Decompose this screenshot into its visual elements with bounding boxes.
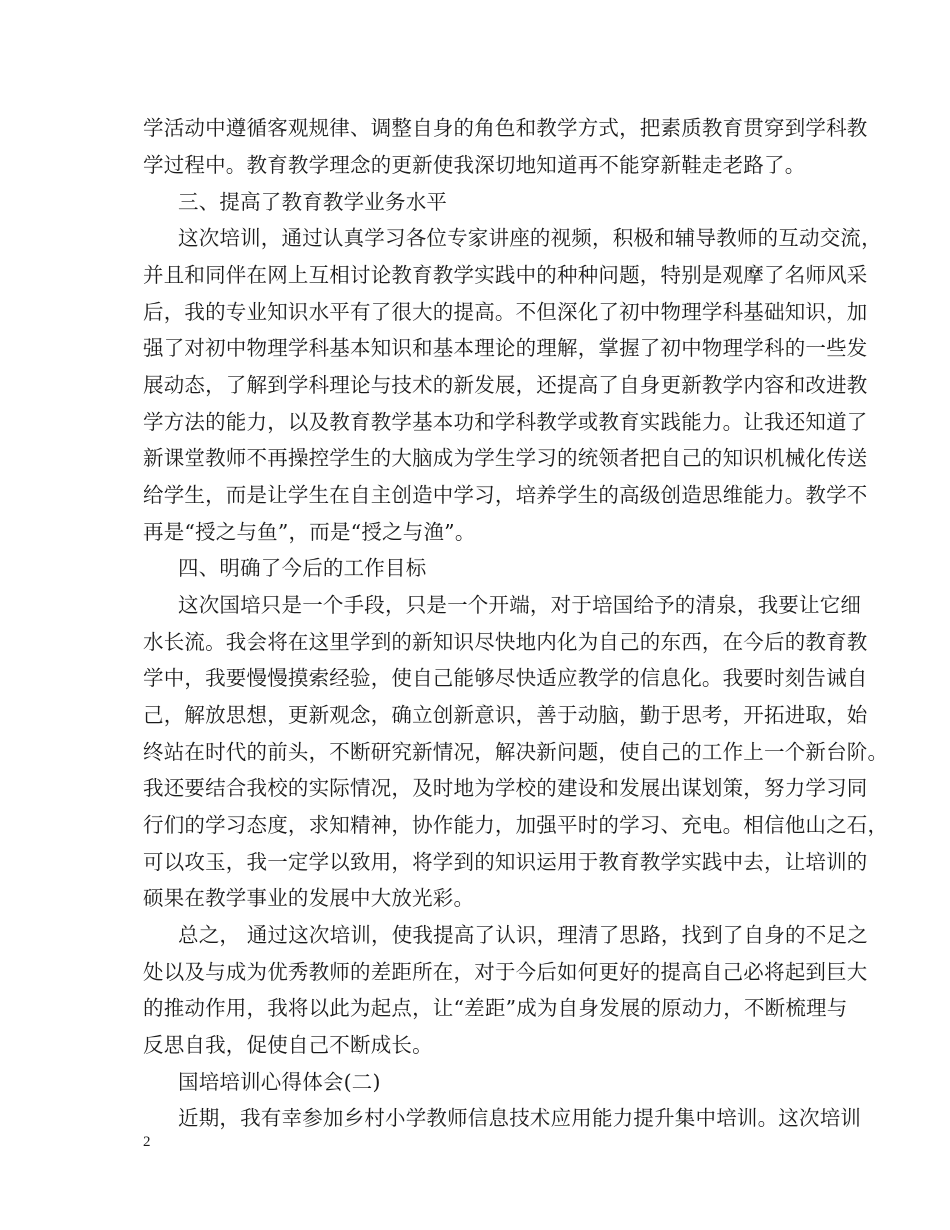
text-line: 强了对初中物理学科基本知识和基本理论的理解，掌握了初中物理学科的一些发	[143, 336, 868, 360]
section-heading: 四、明确了今后的工作目标	[178, 556, 427, 580]
text-line: 行们的学习态度，求知精神，协作能力，加强平时的学习、充电。相信他山之石，	[143, 813, 889, 837]
section-heading: 国培培训心得体会(二)	[178, 1070, 381, 1094]
text-line: 的推动作用，我将以此为起点，让“差距”成为自身发展的原动力，不断梳理与	[143, 996, 848, 1020]
text-line: 我还要结合我校的实际情况，及时地为学校的建设和发展出谋划策，努力学习同	[143, 776, 868, 800]
text-line: 己，解放思想，更新观念，确立创新意识，善于动脑，勤于思考，开拓进取，始	[143, 703, 868, 727]
text-line: 终站在时代的前头，不断研究新情况，解决新问题，使自己的工作上一个新台阶。	[143, 740, 889, 764]
text-line: 水长流。我会将在这里学到的新知识尽快地内化为自己的东西，在今后的教育教	[143, 630, 868, 654]
text-line: 后，我的专业知识水平有了很大的提高。不但深化了初中物理学科基础知识，加	[143, 300, 868, 324]
text-line: 这次培训，通过认真学习各位专家讲座的视频，积极和辅导教师的互动交流，	[178, 226, 882, 250]
text-line: 学方法的能力，以及教育教学基本功和学科教学或教育实践能力。让我还知道了	[143, 410, 868, 434]
text-line: 学中，我要慢慢摸索经验，使自己能够尽快适应教学的信息化。我要时刻告诫自	[143, 666, 868, 690]
text-line: 这次国培只是一个手段，只是一个开端，对于培国给予的清泉，我要让它细	[178, 593, 862, 617]
section-heading: 三、提高了教育教学业务水平	[178, 190, 448, 214]
text-line: 反思自我，促使自己不断成长。	[143, 1033, 433, 1057]
text-line: 总之， 通过这次培训，使我提高了认识，理清了思路，找到了自身的不足之	[178, 923, 868, 947]
text-line: 再是“授之与鱼”，而是“授之与渔”。	[143, 520, 476, 544]
text-line: 学过程中。教育教学理念的更新使我深切地知道再不能穿新鞋走老路了。	[143, 153, 806, 177]
page-number: 2	[143, 1134, 151, 1150]
text-line: 硕果在教学事业的发展中大放光彩。	[143, 886, 475, 910]
text-line: 并且和同伴在网上互相讨论教育教学实践中的种种问题，特别是观摩了名师风采	[143, 263, 868, 287]
text-line: 展动态，了解到学科理论与技术的新发展，还提高了自身更新教学内容和改进教	[143, 373, 868, 397]
text-line: 可以攻玉，我一定学以致用，将学到的知识运用于教育教学实践中去，让培训的	[143, 850, 868, 874]
text-line: 新课堂教师不再操控学生的大脑成为学生学习的统领者把自己的知识机械化传送	[143, 446, 868, 470]
text-line: 近期，我有幸参加乡村小学教师信息技术应用能力提升集中培训。这次培训	[178, 1106, 862, 1130]
text-line: 学活动中遵循客观规律、调整自身的角色和教学方式，把素质教育贯穿到学科教	[143, 116, 868, 140]
text-line: 给学生，而是让学生在自主创造中学习，培养学生的高级创造思维能力。教学不	[143, 483, 868, 507]
text-line: 处以及与成为优秀教师的差距所在，对于今后如何更好的提高自己必将起到巨大	[143, 960, 868, 984]
